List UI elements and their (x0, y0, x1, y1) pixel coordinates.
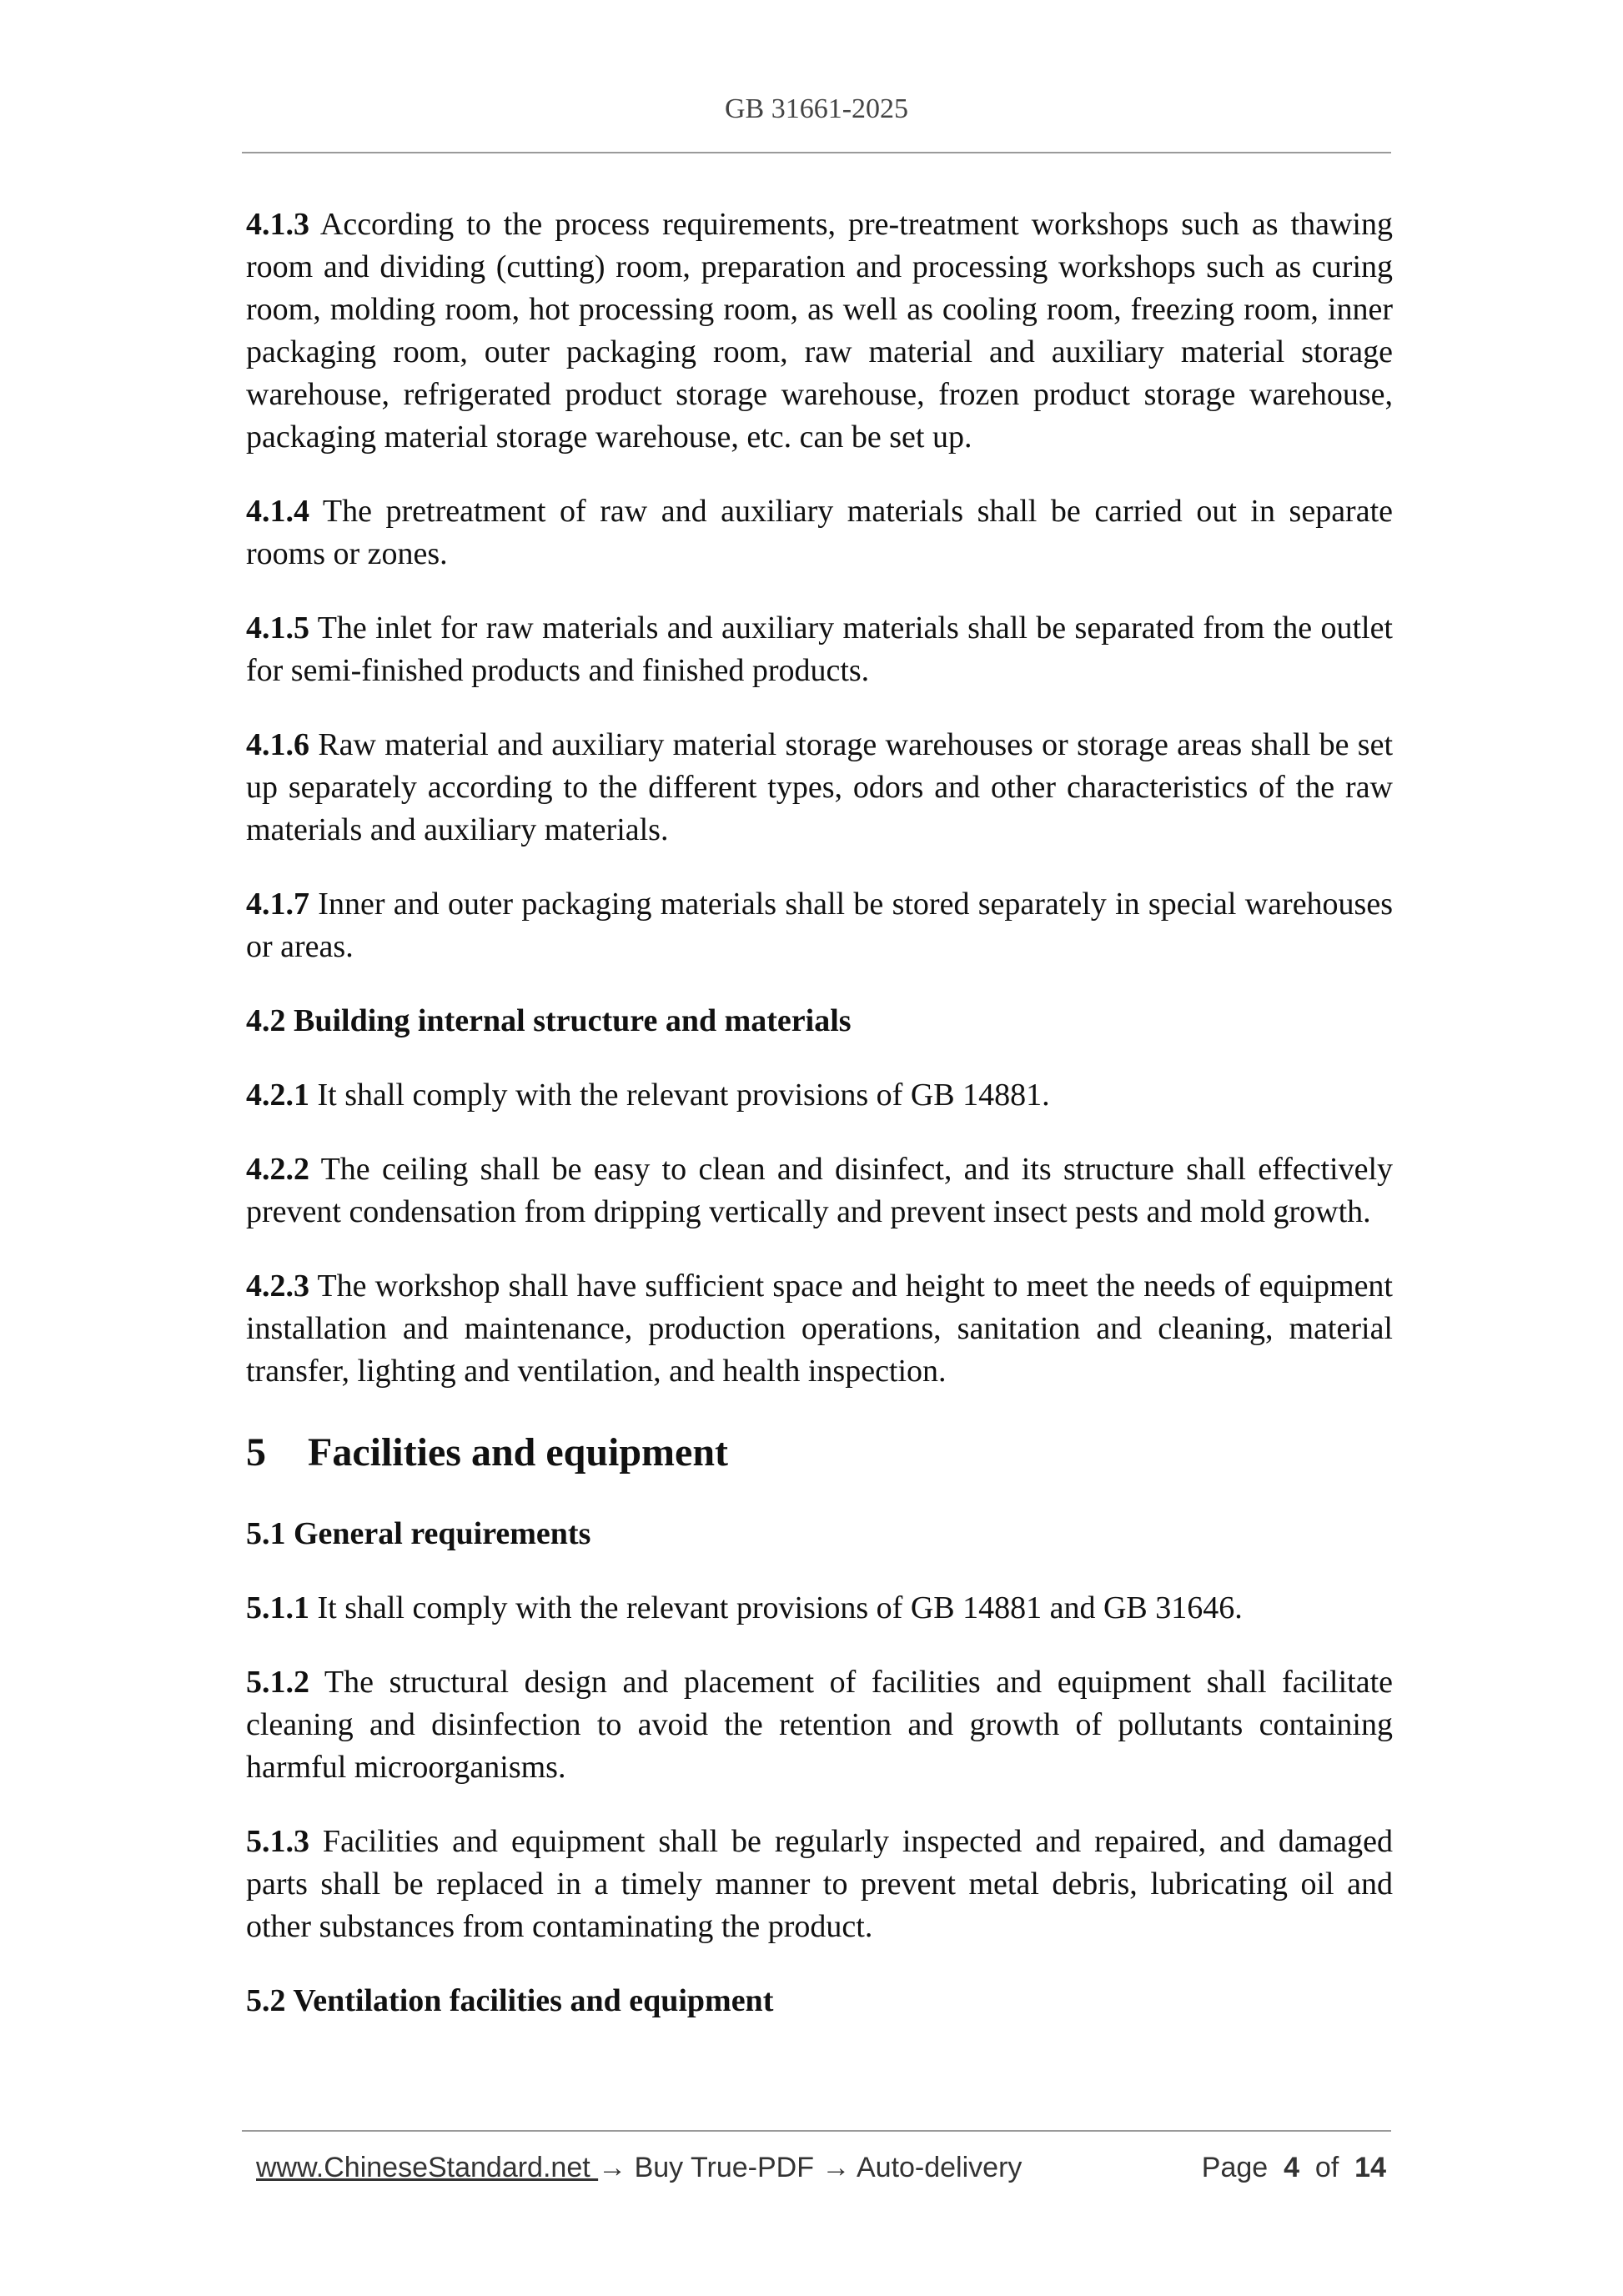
clause-text: The workshop shall have sufficient space and height to meet the needs of equipment installation and maintenance, production operations, sanitation and cleaning, material transfer, lighting and ventilation, and health inspection. (246, 1269, 1393, 1389)
current-page: 4 (1284, 2152, 1299, 2183)
chapter-title: Facilities and equipment (308, 1430, 729, 1475)
running-header: GB 31661-2025 (724, 93, 909, 124)
clause-number: 4.2.1 (246, 1078, 309, 1113)
page-body (246, 203, 1393, 2054)
clause-4-1-5 (246, 607, 1393, 692)
clause-number: 5.1.2 (246, 1665, 309, 1700)
clause-5-1-2 (246, 1661, 1393, 1789)
website-link[interactable]: www.ChineseStandard.net (256, 2152, 599, 2183)
clause-text: According to the process requirements, pre-treatment workshops such as thawing room and dividing (cutting) room, preparation and processing workshops such as curing room, molding room, hot processing room, as well as cooling room, freezing room, inner packaging room, outer packaging room, raw material and auxiliary material storage warehouse, refrigerated product storage warehouse, frozen product storage warehouse, packaging material storage warehouse, etc. can be set up. (246, 207, 1393, 455)
footer-promo-text: → Buy True-PDF → Auto-delivery (598, 2152, 1023, 2183)
total-pages: 14 (1354, 2152, 1386, 2183)
clause-text: The pretreatment of raw and auxiliary materials shall be carried out in separate rooms or zones. (246, 494, 1393, 571)
page-label: Page (1201, 2152, 1269, 2183)
footer-divider (242, 2130, 1391, 2132)
footer-promo (256, 2152, 1022, 2184)
clause-number: 4.1.7 (246, 887, 309, 922)
section-heading-5-2: 5.2 Ventilation facilities and equipment (246, 1983, 774, 2018)
clause-4-1-6 (246, 724, 1393, 852)
clause-4-1-4 (246, 490, 1393, 575)
clause-text: The structural design and placement of facilities and equipment shall facilitate cleaning and disinfection to avoid the retention and growth of pollutants containing harmful microorganisms. (246, 1665, 1393, 1785)
clause-text: It shall comply with the relevant provisions of GB 14881 and GB 31646. (309, 1590, 1243, 1625)
clause-5-1-1 (246, 1587, 1393, 1630)
clause-number: 4.1.4 (246, 494, 309, 529)
clause-4-2-2 (246, 1148, 1393, 1233)
clause-number: 4.1.6 (246, 727, 309, 762)
clause-4-1-3 (246, 203, 1393, 459)
chapter-number: 5 (246, 1430, 266, 1475)
clause-number: 4.1.3 (246, 207, 309, 242)
clause-number: 5.1.3 (246, 1824, 309, 1859)
section-heading-5-1: 5.1 General requirements (246, 1516, 591, 1551)
clause-4-1-7 (246, 883, 1393, 968)
clause-number: 4.1.5 (246, 610, 309, 646)
of-label: of (1314, 2152, 1339, 2183)
clause-text: The inlet for raw materials and auxiliary materials shall be separated from the outlet for semi-finished products and finished products. (246, 610, 1393, 688)
header-divider (242, 152, 1391, 153)
clause-text: Inner and outer packaging materials shall be stored separately in special warehouses or areas. (246, 887, 1393, 964)
clause-5-1-3 (246, 1821, 1393, 1948)
clause-number: 4.2.3 (246, 1269, 309, 1304)
page-footer (256, 2152, 1386, 2193)
clause-text: Facilities and equipment shall be regularly inspected and repaired, and damaged parts shall be replaced in a timely manner to prevent metal debris, lubricating oil and other substances from contaminating the product. (246, 1824, 1393, 1944)
page-counter (1202, 2152, 1386, 2184)
clause-4-2-1 (246, 1074, 1393, 1117)
section-heading-4-2: 4.2 Building internal structure and materials (246, 1003, 852, 1038)
clause-text: It shall comply with the relevant provisions of GB 14881. (309, 1078, 1050, 1113)
clause-text: The ceiling shall be easy to clean and disinfect, and its structure shall effectively prevent condensation from dripping vertically and prevent insect pests and mold growth. (246, 1152, 1393, 1229)
clause-number: 4.2.2 (246, 1152, 309, 1187)
clause-number: 5.1.1 (246, 1590, 309, 1625)
chapter-heading-5 (246, 1428, 1393, 1478)
clause-text: Raw material and auxiliary material storage warehouses or storage areas shall be set up separately according to the different types, odors and other characteristics of the raw materials and auxiliary materials. (246, 727, 1393, 847)
clause-4-2-3 (246, 1265, 1393, 1393)
